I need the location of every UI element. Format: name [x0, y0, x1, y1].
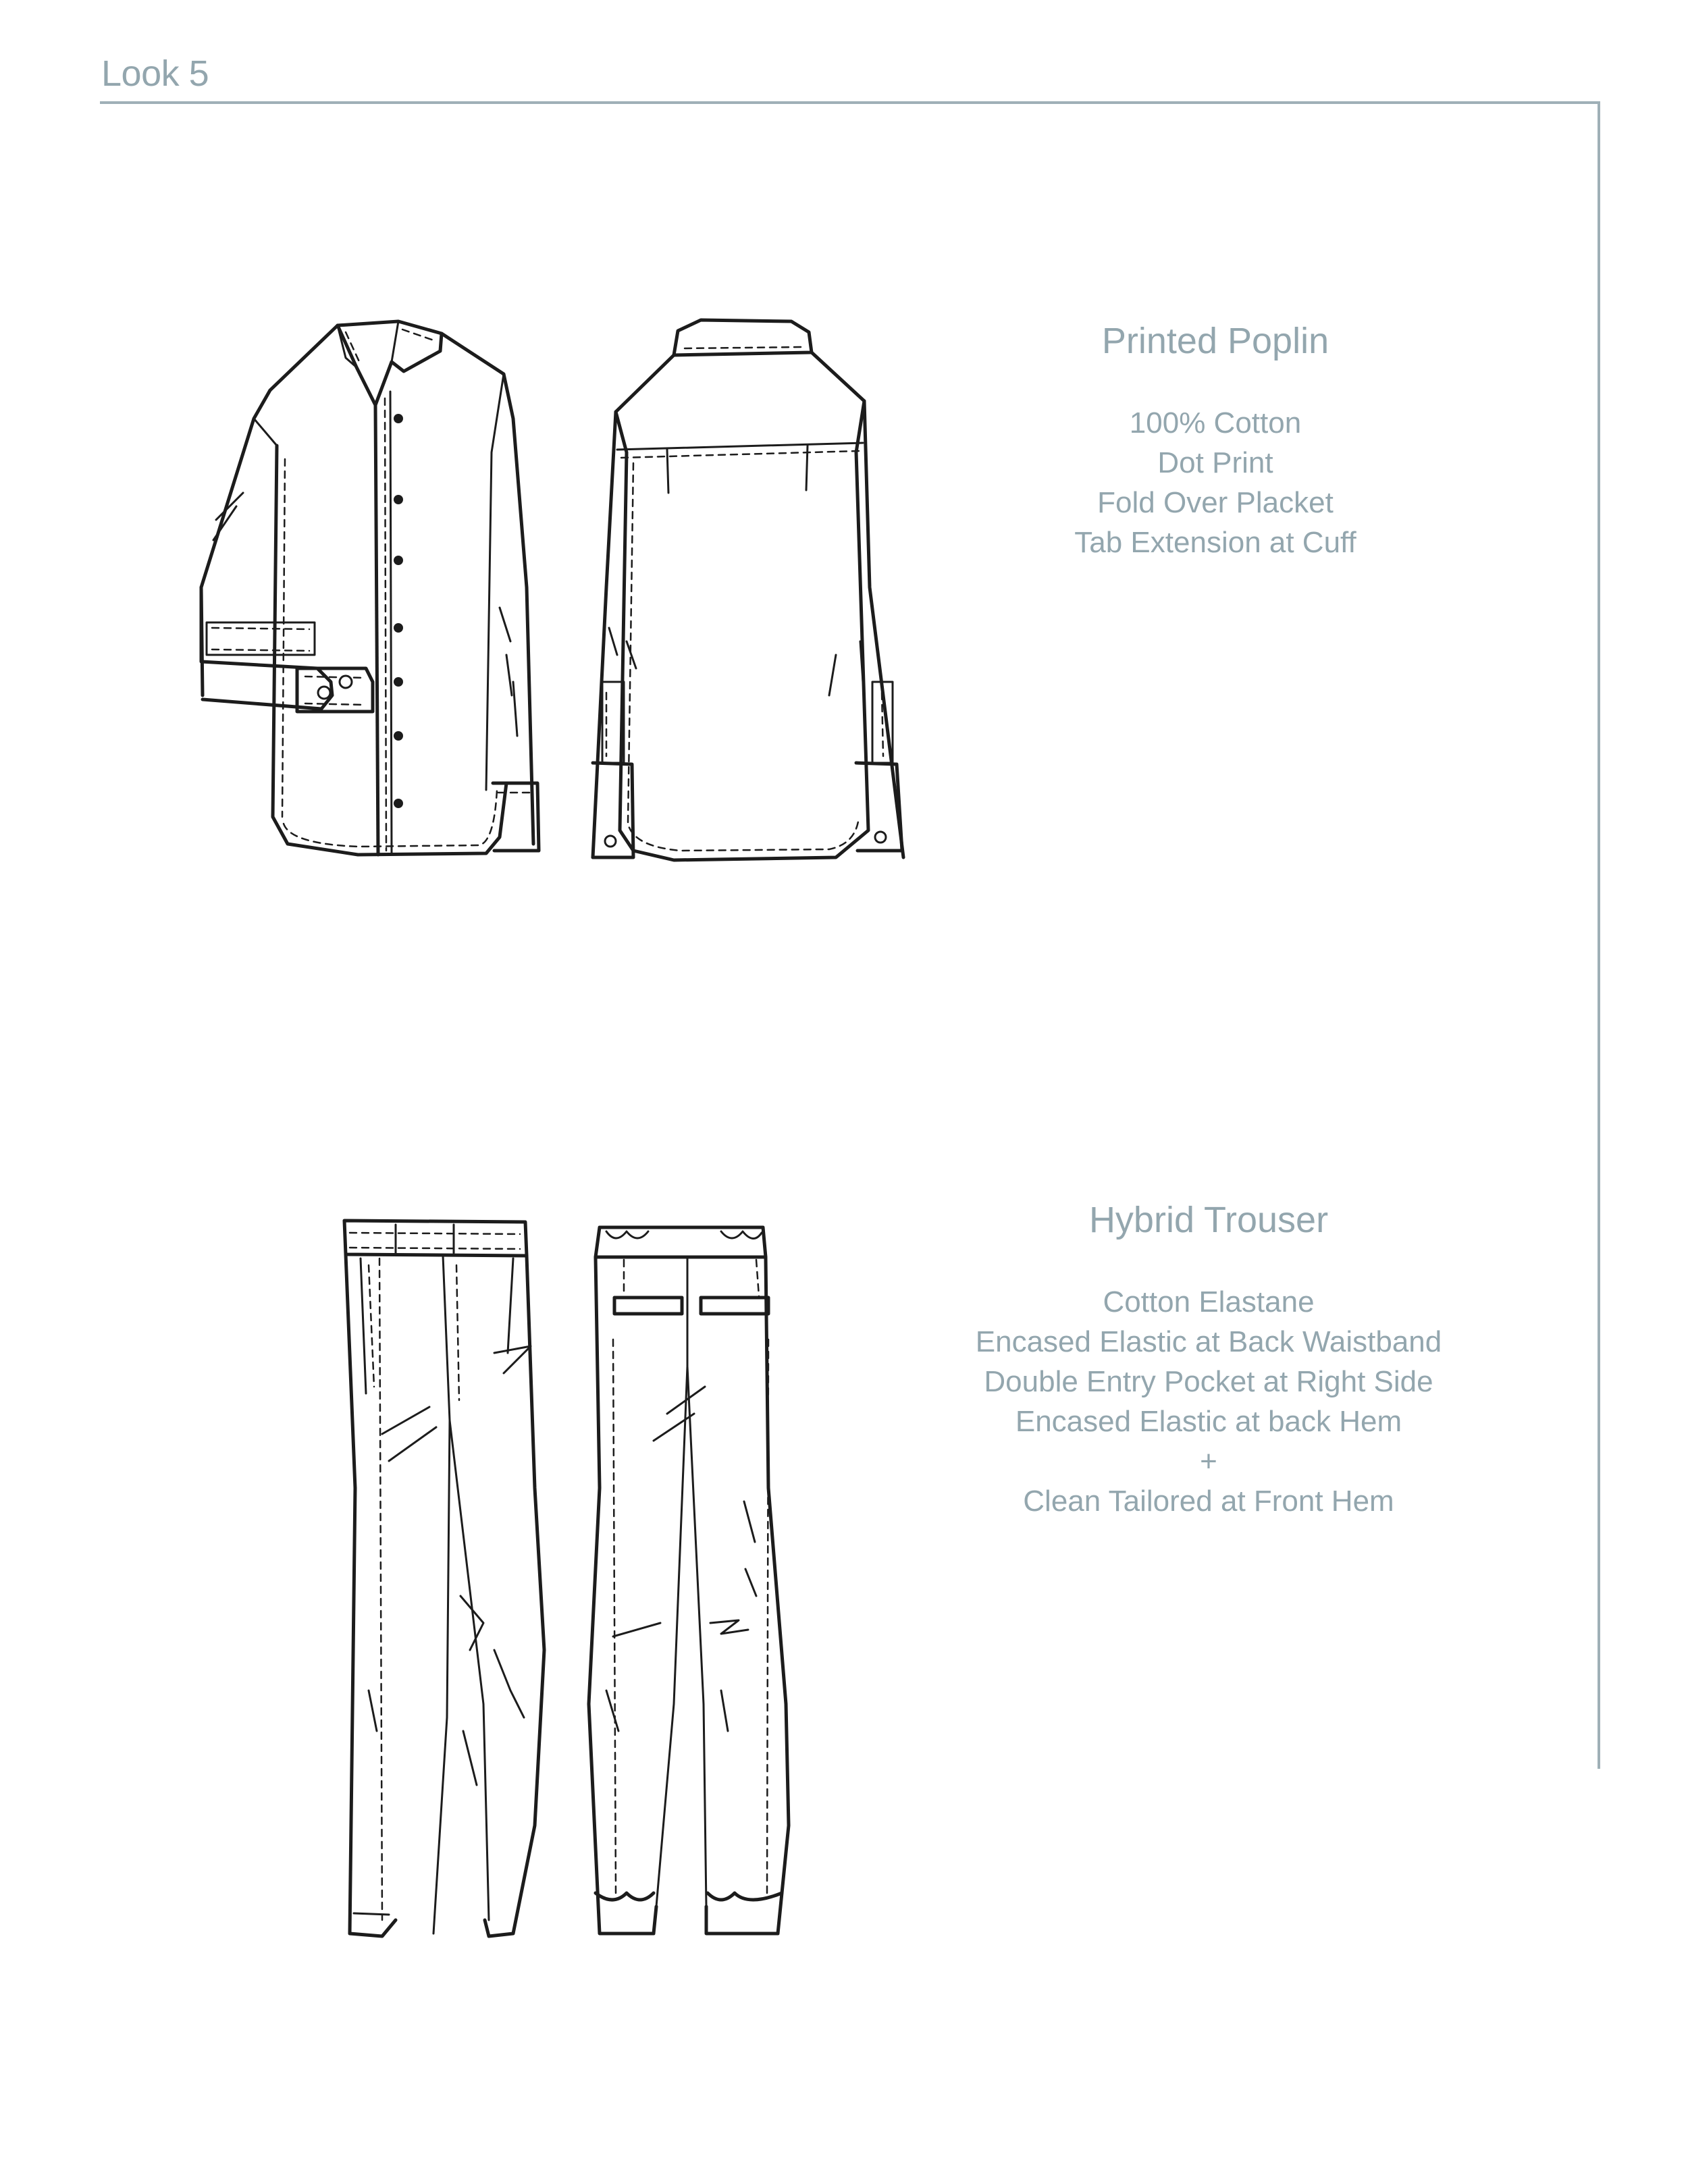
header-rule — [100, 101, 1600, 104]
garment-title: Printed Poplin — [1101, 321, 1329, 361]
page-title: Look 5 — [101, 53, 209, 94]
shirt-front-sketch — [189, 317, 554, 857]
garment-detail: Encased Elastic at Back Waistband — [975, 1325, 1442, 1359]
side-rule — [1598, 101, 1600, 1769]
garment-detail: Clean Tailored at Front Hem — [1023, 1485, 1394, 1518]
garment-detail: Fold Over Placket — [1097, 486, 1334, 520]
garment-detail: 100% Cotton — [1129, 406, 1302, 440]
garment-detail: Dot Print — [1157, 446, 1273, 480]
garment-detail: Tab Extension at Cuff — [1074, 526, 1356, 560]
trouser-back-sketch — [586, 1218, 789, 1940]
garment-detail: + — [1200, 1445, 1217, 1479]
trouser-front-sketch — [342, 1218, 571, 1940]
garment-title: Hybrid Trouser — [1088, 1200, 1329, 1240]
garment-detail: Encased Elastic at back Hem — [1015, 1405, 1402, 1439]
shirt-back-sketch — [586, 317, 910, 857]
garment-spec-hybrid-trouser — [952, 1200, 1465, 1521]
garment-spec-printed-poplin — [999, 321, 1431, 562]
garment-detail: Double Entry Pocket at Right Side — [984, 1365, 1433, 1399]
garment-detail: Cotton Elastane — [1103, 1285, 1315, 1319]
